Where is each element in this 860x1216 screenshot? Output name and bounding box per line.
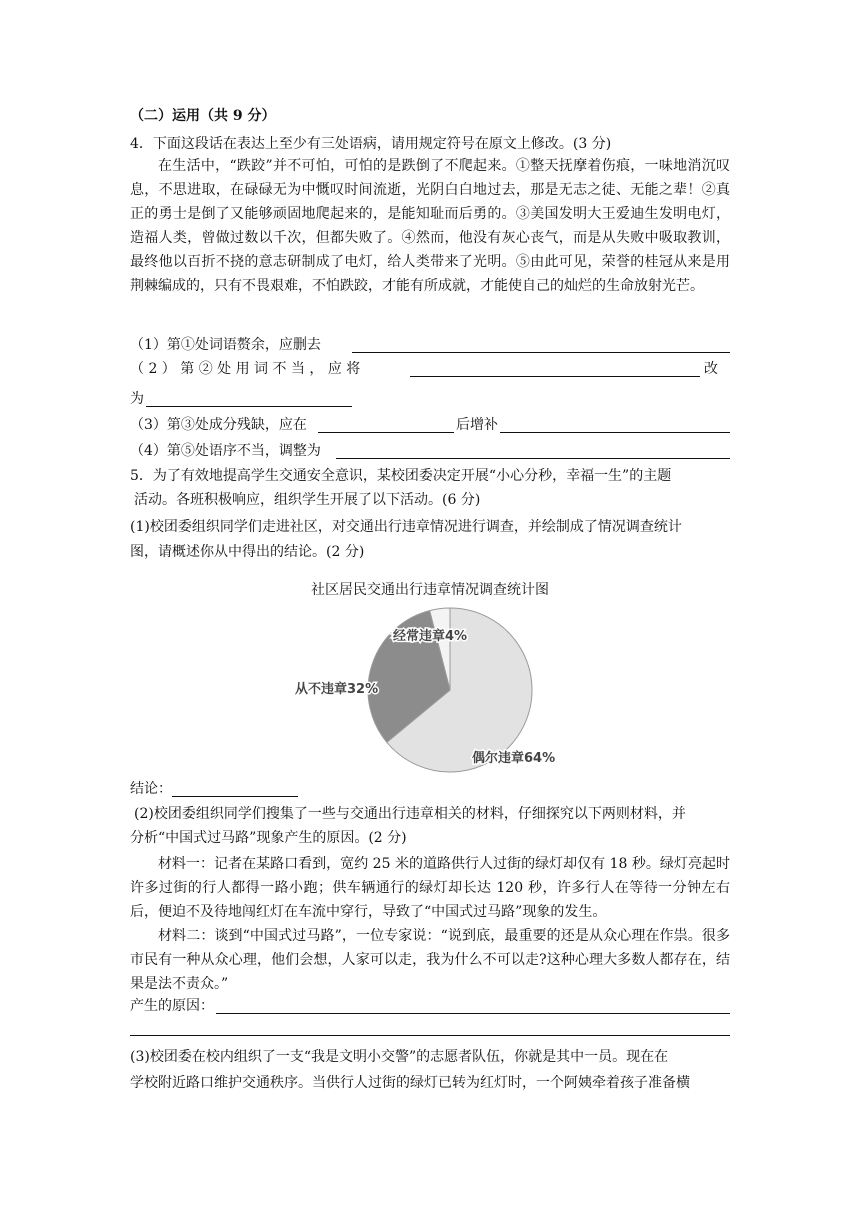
chart-title: 社区居民交通出行违章情况调查统计图 xyxy=(311,582,549,598)
cause-label: 产生的原因： xyxy=(130,998,214,1014)
q4-stem: 4．下面这段话在表达上至少有三处语病，请用规定符号在原文上修改。(3 分) xyxy=(130,136,612,152)
pie-chart xyxy=(280,600,580,780)
q5-sub3-line2: 学校附近路口维护交通秩序。当供行人过街的绿灯已转为红灯时，一个阿姨牵着孩子准备横 xyxy=(130,1075,690,1091)
q4-answer-3-prefix: （3）第③处成分残缺，应在 xyxy=(130,417,307,433)
q5-sub1-line2: 图，请概述你从中得出的结论。(2 分) xyxy=(130,544,365,560)
q5-sub2-line2: 分析“中国式过马路”现象产生的原因。(2 分) xyxy=(130,830,407,846)
answer-line-3a[interactable] xyxy=(318,432,454,433)
q4-passage: 在生活中，“跌跤”并不可怕，可怕的是跌倒了不爬起来。①整天抚摩着伤痕，一味地消沉叹息，不思进取，在碌碌无为中慨叹时间流逝，光阴白白地过去，那是无志之徒、无能之辈！②真正的勇士是倒了又能够顽固地爬起来的，是能知耻而后勇的。③美国发明大王爱迪生发明电灯，造福人类，曾做过数以千次，但都失败了。④然而，他没有灰心丧气，而是从失败中吸取教训，最终他以百折不挠的意志研制成了电灯，给人类带来了光明。⑤由此可见，荣誉的桂冠从来是用荆棘编成的，只有不畏艰难，不怕跌跤，才能有所成就，才能使自己的灿烂的生命放射光芒。 xyxy=(130,158,730,294)
pie-slice-label: 从不违章32% xyxy=(295,682,379,697)
material-1: 材料一：记者在某路口看到，宽约 25 米的道路供行人过街的绿灯却仅有 18 秒。绿灯亮起时许多过街的行人都得一路小跑；供车辆通行的绿灯却长达 120 秒，许多行人在等待一分钟左右后，便迫不及待地闯红灯在车流中穿行，导致了“中国式过马路”现象的发生。 xyxy=(130,856,730,920)
q5-sub3-line1: (3)校团委在校内组织了一支“我是文明小交警”的志愿者队伍，你就是其中一员。现在在 xyxy=(130,1049,669,1065)
q5-sub1-line1: (1)校团委组织同学们走进社区，对交通出行违章情况进行调查，并绘制成了情况调查统计 xyxy=(130,519,682,535)
cause-line[interactable] xyxy=(216,1013,730,1014)
q4-answer-2-prefix: （ 2 ） 第 ② 处 用 词 不 当 ， 应 将 xyxy=(130,361,361,377)
q4-answer-4: （4）第⑤处语序不当，调整为 xyxy=(130,443,321,459)
answer-line-2b[interactable] xyxy=(146,406,352,407)
q4-answer-1: （1）第①处词语赘余，应删去 xyxy=(130,337,321,353)
q4-answer-2-mid: 改 xyxy=(704,361,718,377)
answer-line-4[interactable] xyxy=(336,458,730,459)
q5-sub2-line1: (2)校团委组织同学们搜集了一些与交通出行违章相关的材料，仔细探究以下两则材料，并 xyxy=(134,806,686,822)
conclusion-label: 结论： xyxy=(130,781,172,797)
q4-answer-3-mid: 后增补 xyxy=(456,417,498,433)
answer-line-3b[interactable] xyxy=(500,432,730,433)
separator-line xyxy=(130,1035,730,1036)
q4-answer-2-suffix: 为 xyxy=(130,391,144,407)
conclusion-line[interactable] xyxy=(172,796,298,797)
pie-slice-label: 经常违章4% xyxy=(393,629,468,644)
q5-stem-line1: 5．为了有效地提高学生交通安全意识，某校团委决定开展“小心分秒，幸福一生”的主题 xyxy=(130,468,672,484)
answer-line-2a[interactable] xyxy=(410,376,700,377)
pie-slice-label: 偶尔违章64% xyxy=(472,751,556,766)
q5-stem-line2: 活动。各班积极响应，组织学生开展了以下活动。(6 分) xyxy=(134,492,481,508)
material-2: 材料二：谈到“中国式过马路”，一位专家说：“说到底，最重要的还是从众心理在作祟。很多市民有一种从众心理，他们会想，人家可以走，我为什么不可以走?这种心理大多数人都存在，结果是法不责众。” xyxy=(130,928,730,992)
section-title: （二）运用（共 9 分） xyxy=(130,108,276,124)
answer-line-1[interactable] xyxy=(352,352,730,353)
